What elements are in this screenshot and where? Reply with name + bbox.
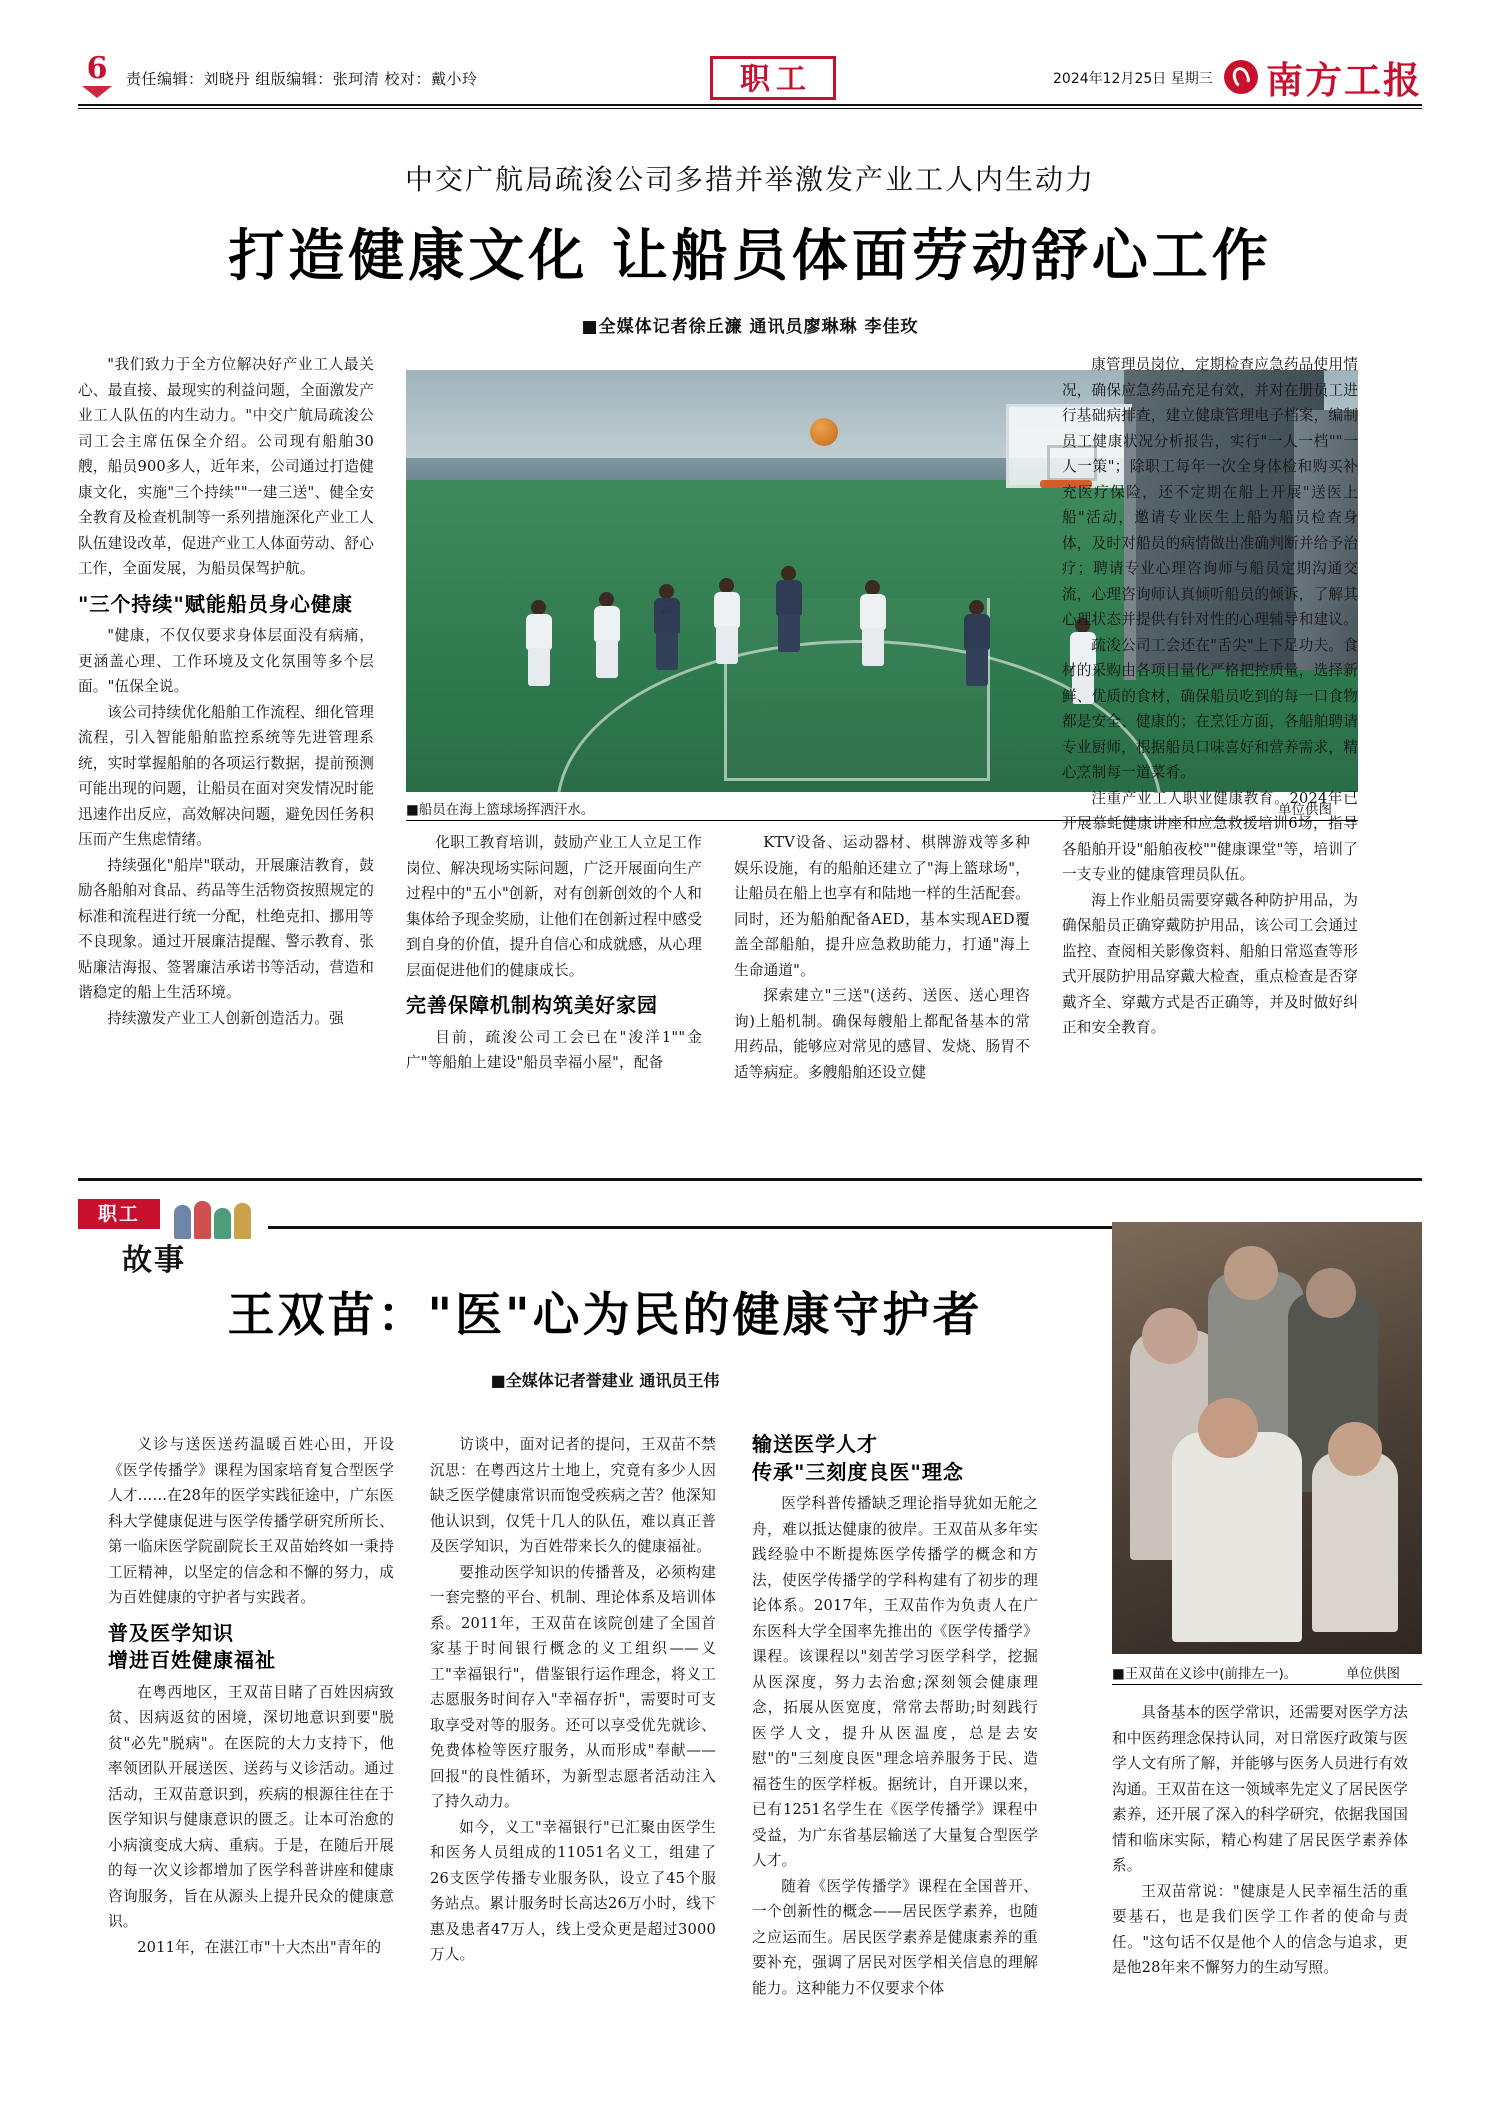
article1-shoulder-headline: 中交广航局疏浚公司多措并举激发产业工人内生动力 — [404, 163, 1095, 196]
article1-column-1 — [78, 352, 374, 1031]
paper-name: 南方工报 — [1266, 58, 1422, 102]
publication-date: 2024年12月25日 星期三 — [1053, 71, 1213, 87]
paragraph: 在粤西地区，王双苗目睹了百姓因病致贫、因病返贫的困境，深切地意识到要"脱贫"必先"脱病"。在医院的大力支持下，他率领团队开展送医、送药与义诊活动。通过活动，王双苗意识到，疾病的根源往往在于医学知识与健康意识的匮乏。让本可治愈的小病演变成大病、重病。于是，在随后开展的每一次义诊都增加了医学科普讲座和健康咨询服务，旨在从源头上提升民众的健康意识。 — [108, 1683, 394, 1930]
masthead — [78, 52, 1422, 106]
player — [712, 578, 742, 664]
article1-column-4 — [1062, 352, 1358, 1041]
paragraph: 随着《医学传播学》课程在全国普开、一个创新性的概念——居民医学素养，也随之应运而生。居民医学素养是健康素养的重要补充，强调了居民对医学相关信息的理解能力。这种能力不仅要求个体 — [752, 1877, 1038, 1997]
paragraph: 具备基本的医学常识，还需要对医学方法和中医药理念保持认同，对日常医疗政策与医学人文有所了解，并能够与医务人员进行有效沟通。王双苗在这一领域率先定义了居民医学素养，还开展了深入的科学研究，依据我国国情和临床实际，精心构建了居民医学素养体系。 — [1112, 1704, 1408, 1874]
photo2-doctor-head — [1198, 1398, 1258, 1458]
paragraph: 该公司持续优化船舶工作流程、细化管理流程，引入智能船舶监控系统等先进管理系统，实时掌握船舶的各项运行数据，提前预测可能出现的问题，让船员在面对突发情况时能迅速作出反应，高效解决问题，避免因任务积压而产生焦虑情绪。 — [78, 703, 374, 848]
paragraph: 如今，义工"幸福银行"已汇聚由医学生和医务人员组成的11051名义工，组建了26支医学传播专业服务队，设立了45个服务站点。累计服务时长高达26万小时，线下惠及患者47万人，线上受众更是超过3000万人。 — [430, 1818, 716, 1963]
masthead-divider — [78, 104, 1422, 106]
section-divider — [78, 1178, 1422, 1181]
paper-logo — [1224, 50, 1422, 104]
paragraph: "健康，不仅仅要求身体层面没有病痛，更涵盖心理、工作环境及文化氛围等多个层面。"伍保全说。 — [78, 627, 374, 695]
article1-column-2 — [406, 830, 702, 1076]
article2-subhead-1a: 普及医学知识 — [108, 1620, 234, 1645]
player — [524, 600, 554, 686]
paragraph: "我们致力于全方位解决好产业工人最关心、最直接、最现实的利益问题，全面激发产业工人队伍的内生动力。"中交广航局疏浚公司工会主席伍保全介绍。公司现有船舶30艘，船员900多人，近年来，公司通过打造健康文化，实施"三个持续""一建三送"、健全安全教育及检查机制等一系列措施深化产业工人队伍建设改革，促进产业工人体面劳动、舒心工作，全面发展，为船员保驾护航。 — [78, 356, 374, 577]
page-number-badge — [78, 52, 116, 98]
court-key — [724, 598, 990, 781]
article1-byline: ■全媒体记者徐丘濂 通讯员廖琳琳 李佳玫 — [581, 317, 919, 337]
article1-photo-credit: 单位供图 — [1278, 802, 1332, 818]
player — [774, 566, 804, 652]
article2-subhead-2b: 传承"三刻度良医"理念 — [752, 1459, 964, 1484]
article1-subhead-1: "三个持续"赋能船员身心健康 — [78, 591, 353, 616]
basketball — [810, 418, 838, 446]
paragraph: 海上作业船员需要穿戴各种防护用品，为确保船员正确穿戴防护用品，该公司工会通过监控、查阅相关影像资料、船舶日常巡查等形式开展防护用品穿戴大检查，重点检查是否穿戴齐全、穿戴方式是否正确等，并及时做好纠正和安全教育。 — [1062, 891, 1358, 1036]
paragraph: 访谈中，面对记者的提问，王双苗不禁沉思：在粤西这片土地上，究竟有多少人因缺乏医学健康常识而饱受疾病之苦？他深知他认识到，仅凭十几人的队伍，难以真正普及医学知识，为百姓带来长久的健康福祉。 — [430, 1436, 716, 1555]
paragraph: 持续激发产业工人创新创造活力。强 — [107, 1009, 344, 1027]
story-logo-tag2: 故事 — [122, 1243, 186, 1278]
article2-column-3 — [752, 1432, 1038, 2001]
article2-subhead-1b: 增进百姓健康福祉 — [108, 1648, 276, 1672]
paragraph: 持续强化"船岸"联动，开展廉洁教育，鼓励各船舶对食品、药品等生活物资按照规定的标准和流程进行统一分配，杜绝克扣、挪用等不良现象。通过开展廉洁提醒、警示教育、张贴廉洁海报、签署廉洁承诺书等活动，营造和谐稳定的船上生活环境。 — [78, 856, 374, 1001]
story-logo-tag: 职工 — [78, 1199, 160, 1229]
article2-caption-divider — [1112, 1684, 1422, 1685]
photo2-person-head — [1224, 1246, 1278, 1300]
masthead-divider-thin — [78, 108, 1422, 109]
player: 21 — [652, 584, 682, 670]
paragraph: 要推动医学知识的传播普及，必须构建一套完整的平台、机制、理论体系及培训体系。2011年，王双苗在该院创建了全国首家基于时间银行概念的义工组织——义工"幸福银行"，借鉴银行运作理念，将义工志愿服务时间存入"幸福存折"，需要时可支取享受对等的服务。还可以享受优先就诊、免费体检等医疗服务，从而形成"奉献——回报"的良性循环，为新型志愿者活动注入了持久动力。 — [430, 1563, 716, 1810]
photo2-doctor — [1172, 1432, 1302, 1642]
paragraph: 2011年，在湛江市"十大杰出"青年的 — [137, 1938, 382, 1956]
paragraph: 义诊与送医送药温暖百姓心田，开设《医学传播学》课程为国家培育复合型医学人才……在28年的医学实践征途中，广东医科大学健康促进与医学传播学研究所所长、第一临床医学院副院长王双苗始终如一秉持工匠精神，以坚定的信念和不懈的努力，成为百姓健康的守护者与实践者。 — [108, 1436, 394, 1606]
people-icon — [174, 1195, 270, 1239]
paragraph: 医学科普传播缺乏理论指导犹如无舵之舟，难以抵达健康的彼岸。王双苗从多年实践经验中不断提炼医学传播学的概念和方法，使医学传播学的学科构建有了初步的理论体系。2017年，王双苗作为负责人在广东医科大学全国率先推出的《医学传播学》课程。该课程以"刻苦学习医学科学，挖掘从医深度，努力去治愈;深刻领会健康理念，拓展从医宽度，常常去帮助;时刻践行医学人文，提升从医温度，总是去安慰"的"三刻度良医"理念培养服务于民、造福苍生的医学样板。据统计，自开课以来，已有1251名学生在《医学传播学》课程中受益，为广东省基层输送了大量复合型医学人才。 — [752, 1495, 1038, 1869]
article2-column-1 — [108, 1432, 394, 1960]
section-title: 职工 — [710, 56, 836, 100]
article2-column-4 — [1112, 1700, 1408, 1981]
paragraph: 注重产业工人职业健康教育。2024年已开展慕蚝健康讲座和应急救援培训6场，指导各船舶开设"船舶夜校""健康课堂"等，培训了一支专业的健康管理员队伍。 — [1062, 789, 1358, 883]
article1-photo-caption: ■船员在海上篮球场挥洒汗水。 — [406, 802, 595, 818]
paragraph: 探索建立"三送"(送药、送医、送心理咨询)上船机制。确保每艘船上都配备基本的常用药品，能够应对常见的感冒、发烧、肠胃不适等病症。多艘船舶还设立健 — [734, 987, 1030, 1081]
page-number: 6 — [86, 51, 108, 86]
paragraph: 康管理员岗位，定期检查应急药品使用情况，确保应急药品充足有效，并对在册员工进行基础病排查，建立健康管理电子档案，编制员工健康状况分析报告，实行"一人一档""一人一策"；除职工每年一次全身体检和购买补充医疗保险，还不定期在船上开展"送医上船"活动，邀请专业医生上船为船员检查身体，及时对船员的病情做出准确判断并给予治疗；聘请专业心理咨询师与船员定期沟通交流，心理咨询师认真倾听船员的倾诉，了解其心理状态并提供有针对性的心理辅导和建议。 — [1062, 356, 1358, 628]
photo2-child — [1312, 1452, 1398, 1632]
photo2-child-head — [1328, 1422, 1382, 1476]
article2-headline: 王双苗："医"心为民的健康守护者 — [227, 1288, 983, 1343]
article2-photo-caption: ■王双苗在义诊中(前排左一)。 — [1112, 1666, 1298, 1682]
article2-column-2 — [430, 1432, 716, 1968]
article1-subhead-2: 完善保障机制构筑美好家园 — [406, 993, 658, 1017]
flame-logo-icon — [1224, 60, 1258, 94]
player — [858, 580, 888, 666]
player — [592, 592, 622, 678]
editor-credits: 责任编辑：刘晓丹 组版编辑：张珂清 校对：戴小玲 — [126, 70, 478, 88]
article2-subhead-2a: 输送医学人才 — [752, 1432, 878, 1456]
article1-headline: 打造健康文化 让船员体面劳动舒心工作 — [228, 223, 1272, 289]
paragraph: 王双苗常说："健康是人民幸福生活的重要基石，也是我们医学工作者的使命与责任。"这句话不仅是他个人的信念与追求，更是他28年来不懈努力的生动写照。 — [1112, 1882, 1408, 1976]
paragraph: 目前，疏浚公司工会已在"浚洋1""金广"等船舶上建设"船员幸福小屋"，配备 — [406, 1028, 702, 1071]
article2-section-logo — [78, 1195, 268, 1281]
article2-photo — [1112, 1222, 1422, 1654]
article1-column-3 — [734, 830, 1030, 1085]
paragraph: 疏浚公司工会还在"舌尖"上下足功夫。食材的采购由各项目量化严格把控质量，选择新鲜、优质的食材，确保船员吃到的每一口食物都是安全、健康的；在烹饪方面，各船舶聘请专业厨师，根据船员口味喜好和营养需求，精心烹制每一道菜肴。 — [1062, 636, 1358, 781]
paragraph: KTV设备、运动器材、棋牌游戏等多种娱乐设施，有的船舶还建立了"海上篮球场"，让船员在船上也享有和陆地一样的生活配套。同时，还为船舶配备AED，基本实现AED覆盖全部船舶，提升应急救助能力，打通"海上生命通道"。 — [734, 834, 1030, 979]
player — [962, 600, 992, 686]
paragraph: 化职工教育培训，鼓励产业工人立足工作岗位、解决现场实际问题，广泛开展面向生产过程中的"五小"创新，对有创新创效的个人和集体给予现金奖励，让他们在创新过程中感受到自身的价值，提升自信心和成就感，从心理层面促进他们的健康成长。 — [406, 834, 702, 979]
photo2-person-head — [1306, 1268, 1356, 1318]
article2-photo-credit: 单位供图 — [1346, 1666, 1400, 1682]
article2-byline: ■全媒体记者誉建业 通讯员王伟 — [490, 1371, 720, 1390]
photo2-person-head — [1142, 1308, 1198, 1364]
